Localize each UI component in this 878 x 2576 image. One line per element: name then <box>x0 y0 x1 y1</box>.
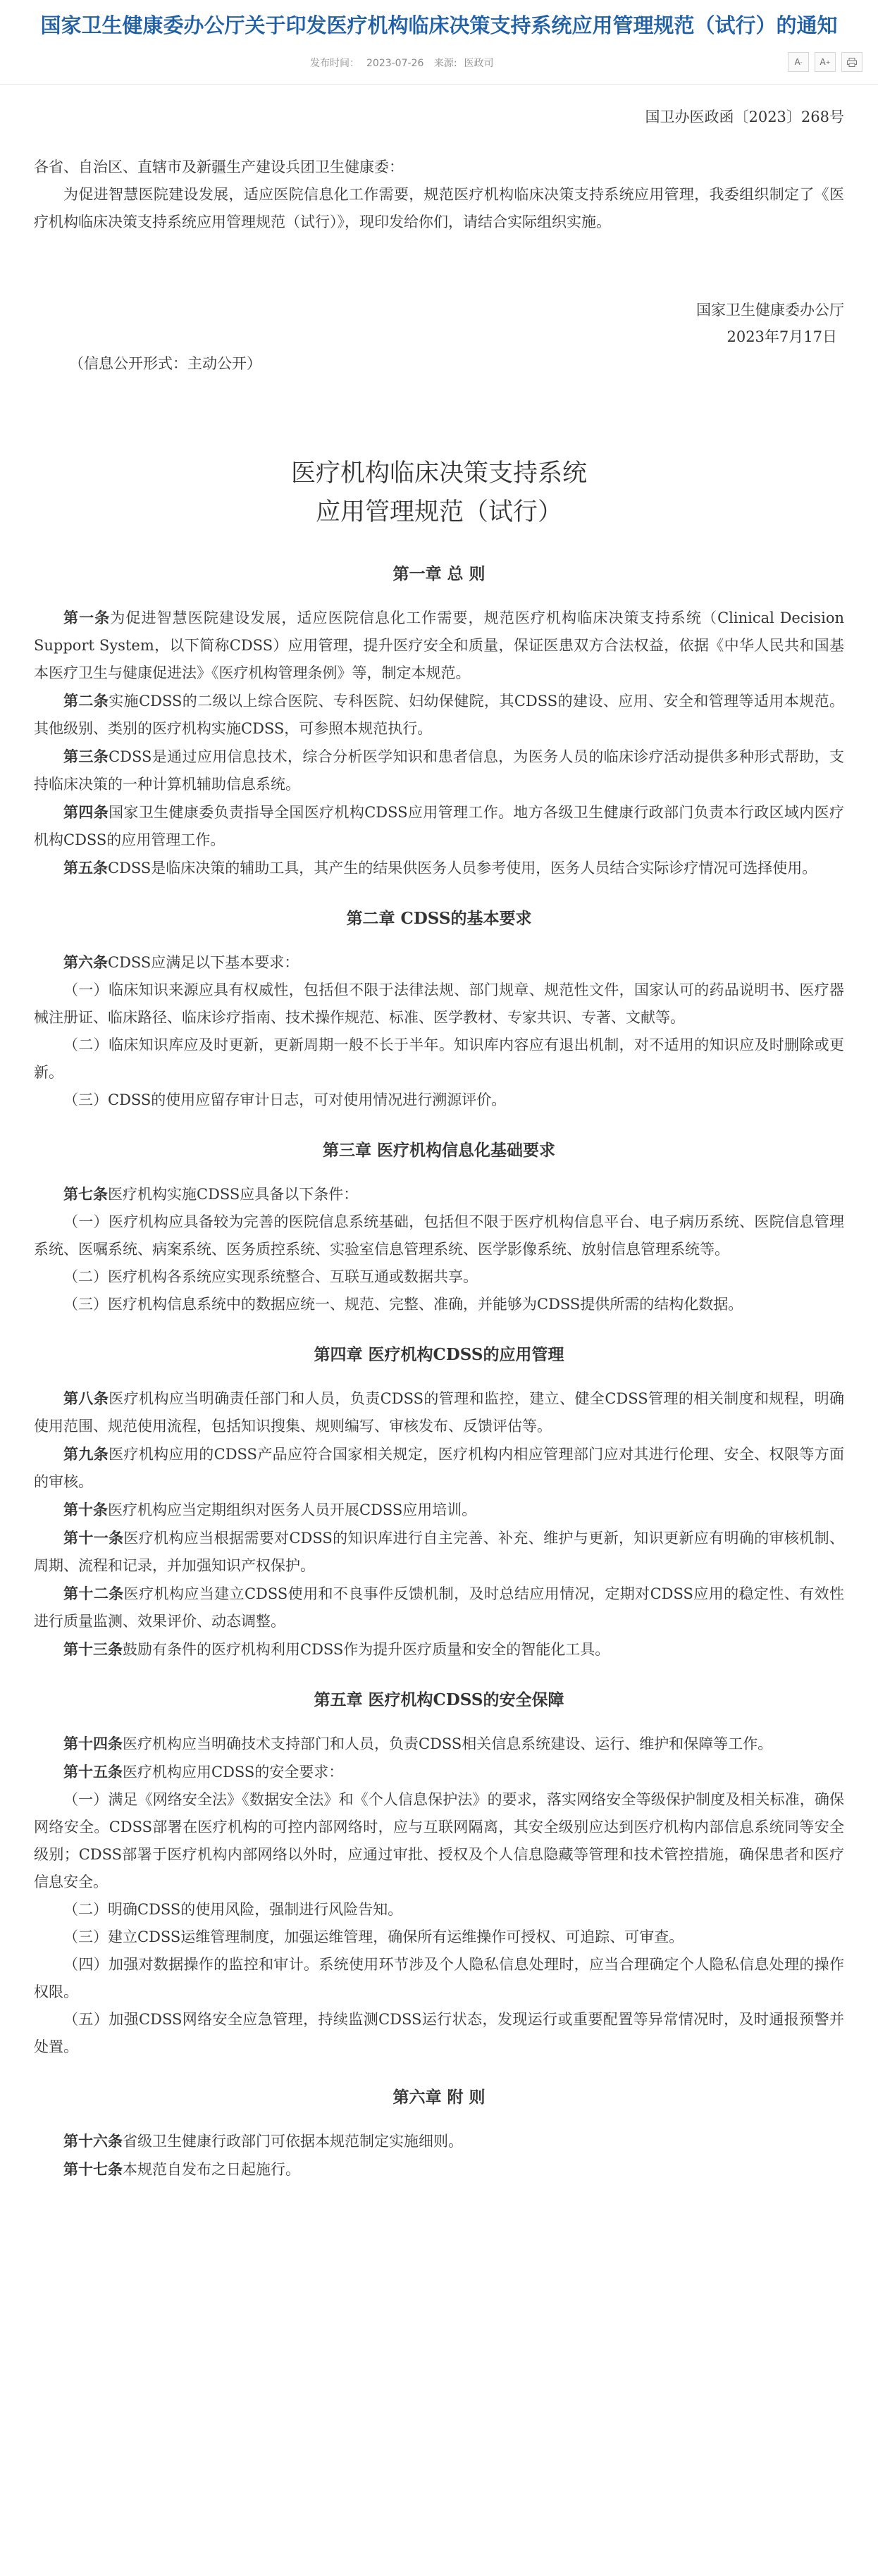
chapter-heading: 第一章 总 则 <box>392 564 486 583</box>
document-title-line2: 应用管理规范（试行） <box>315 498 562 526</box>
publish-date: 2023-07-26 <box>366 58 424 69</box>
article-paragraph <box>34 1208 844 1263</box>
article-title: 国家卫生健康委办公厅关于印发医疗机构临床决策支持系统应用管理规范（试行）的通知 <box>40 13 838 37</box>
article-text: 医疗机构应当明确责任部门和人员，负责CDSS的管理和监控，建立、健全CDSS管理的相关制度和规程，明确使用范围、规范使用流程，包括知识搜集、规则编写、审核发布、反馈评估等。 <box>34 1390 845 1435</box>
article-text: 国家卫生健康委负责指导全国医疗机构CDSS应用管理工作。地方各级卫生健康行政部门负责本行政区域内医疗机构CDSS的应用管理工作。 <box>34 804 845 848</box>
article-text: 医疗机构应当建立CDSS使用和不良事件反馈机制，及时总结应用情况，定期对CDSS应用的稳定性、有效性进行质量监测、效果评价、动态调整。 <box>34 1585 844 1630</box>
article-paragraph <box>34 1896 844 1924</box>
chapter-heading: 第四章 医疗机构CDSS的应用管理 <box>314 1345 564 1364</box>
article-paragraph <box>34 798 844 854</box>
article-paragraph <box>34 1635 844 1664</box>
article-number: 第一条 <box>63 609 111 626</box>
article-text: （二）临床知识库应及时更新，更新周期一般不长于半年。知识库内容应有退出机制，对不适用的知识应及时删除或更新。 <box>34 1036 844 1081</box>
article-paragraph <box>34 1496 844 1524</box>
article-text: 医疗机构应用的CDSS产品应符合国家相关规定，医疗机构内相应管理部门应对其进行伦理、安全、权限等方面的审核。 <box>34 1446 845 1490</box>
article-number: 第十三条 <box>63 1640 123 1658</box>
article-text: （一）临床知识来源应具有权威性，包括但不限于法律法规、部门规章、规范性文件，国家认可的药品说明书、医疗器械注册证、临床路径、临床诊疗指南、技术操作规范、标准、医学教材、专家共识、专著、文献等。 <box>34 982 844 1026</box>
article-number: 第七条 <box>63 1185 108 1203</box>
article-text: （五）加强CDSS网络安全应急管理，持续监测CDSS运行状态，发现运行或重要配置等异常情况时，及时通报预警并处置。 <box>34 2011 844 2055</box>
article-paragraph <box>34 1786 844 1896</box>
article-number: 第十一条 <box>63 1529 124 1547</box>
article-paragraph <box>34 1032 844 1086</box>
article-text: CDSS是通过应用信息技术，综合分析医学知识和患者信息，为医务人员的临床诊疗活动提供多种形式帮助，支持临床决策的一种计算机辅助信息系统。 <box>34 748 845 793</box>
article-text: 医疗机构应用CDSS的安全要求： <box>123 1764 344 1781</box>
article-paragraph <box>34 1924 844 1951</box>
disclosure: （信息公开形式：主动公开） <box>69 355 261 372</box>
article-paragraph <box>34 1951 844 2006</box>
font-increase-button[interactable]: A + <box>815 52 836 72</box>
source: 医政司 <box>464 58 494 69</box>
source-label: 来源: <box>433 58 457 69</box>
article-number: 第九条 <box>63 1445 109 1463</box>
addressee: 各省、自治区、直辖市及新疆生产建设兵团卫生健康委： <box>34 159 404 175</box>
article-number: 第十条 <box>63 1501 108 1518</box>
article-number: 第五条 <box>63 859 108 877</box>
article-number: 第十六条 <box>63 2132 123 2150</box>
chapter-heading: 第三章 医疗机构信息化基础要求 <box>322 1141 555 1160</box>
article-number: 第十二条 <box>63 1585 124 1602</box>
article-number: 第六条 <box>63 953 108 971</box>
print-icon <box>847 58 857 67</box>
article-paragraph <box>34 1580 844 1635</box>
article-text: 实施CDSS的二级以上综合医院、专科医院、妇幼保健院，其CDSS的建设、应用、安全和管理等适用本规范。其他级别、类别的医疗机构实施CDSS，可参照本规范执行。 <box>34 693 845 737</box>
article-number: 第十五条 <box>63 1763 123 1781</box>
article-number: 第四条 <box>63 803 109 821</box>
article-paragraph <box>34 2127 844 2155</box>
article-number: 第二条 <box>63 692 109 710</box>
article-paragraph <box>34 1086 844 1114</box>
article-paragraph <box>34 1291 844 1318</box>
chapters <box>34 560 844 2184</box>
article-number: 第三条 <box>63 748 109 765</box>
article-paragraph <box>34 1730 844 1758</box>
article-meta <box>310 56 501 70</box>
article-text: 医疗机构应当根据需要对CDSS的知识库进行自主完善、补充、维护与更新，知识更新应有明确的审核机制、周期、流程和记录，并加强知识产权保护。 <box>34 1530 845 1574</box>
document-number: 国卫办医政函〔2023〕268号 <box>645 109 844 125</box>
article-paragraph <box>34 948 844 977</box>
article-paragraph <box>34 977 844 1032</box>
article-number: 第十七条 <box>63 2160 123 2178</box>
article-text: （一）满足《网络安全法》《数据安全法》和《个人信息保护法》的要求，落实网络安全等级保护制度及相关标准，确保网络安全。CDSS部署在医疗机构的可控内部网络时，应与互联网隔离，其安全级别应达到医疗机构内部信息系统同等安全级别；CDSS部署于医疗机构内部网络以外时，应通过审批、授权及个人信息隐藏等管理和技术管控措施，确保患者和医疗信息安全。 <box>34 1791 844 1890</box>
article-text: （二）医疗机构各系统应实现系统整合、互联互通或数据共享。 <box>63 1268 478 1285</box>
article-text: （四）加强对数据操作的监控和审计。系统使用环节涉及个人隐私信息处理时，应当合理确定个人隐私信息处理的操作权限。 <box>34 1956 844 2000</box>
document-title-line1: 医疗机构临床决策支持系统 <box>290 459 587 488</box>
article-paragraph <box>34 1758 844 1786</box>
article-paragraph <box>34 2155 844 2184</box>
document-title <box>34 454 844 532</box>
chapter-heading: 第二章 CDSS的基本要求 <box>346 909 532 928</box>
article-paragraph <box>34 1263 844 1291</box>
article-number: 第八条 <box>63 1389 109 1407</box>
chapter-heading: 第六章 附 则 <box>392 2088 486 2107</box>
article-header <box>0 0 878 85</box>
font-decrease-button[interactable]: A - <box>788 52 809 72</box>
article-paragraph <box>34 743 844 798</box>
article-paragraph <box>34 604 844 687</box>
article-text: （三）医疗机构信息系统中的数据应统一、规范、完整、准确，并能够为CDSS提供所需的结构化数据。 <box>63 1296 743 1313</box>
article-paragraph <box>34 687 844 743</box>
sign-date: 2023年7月17日 <box>726 328 837 345</box>
article-paragraph <box>34 1440 844 1496</box>
article-text: CDSS应满足以下基本要求： <box>108 954 299 971</box>
article-text: （三）建立CDSS运维管理制度，加强运维管理，确保所有运维操作可授权、可追踪、可审查。 <box>63 1928 684 1945</box>
article-text: 为促进智慧医院建设发展，适应医院信息化工作需要，规范医疗机构临床决策支持系统（Clinical Decision Support System，以下简称CDSS）应用管理，提升医疗安全和质量，保证医患双方合法权益，依据《中华人民共和国基本医疗卫生与健康促进法》《医疗机构管理条例》等，制定本规范。 <box>34 609 844 681</box>
article-text: 省级卫生健康行政部门可依据本规范制定实施细则。 <box>123 2133 463 2150</box>
article-text: （一）医疗机构应具备较为完善的医院信息系统基础，包括但不限于医疗机构信息平台、电子病历系统、医院信息管理系统、医嘱系统、病案系统、医务质控系统、实验室信息管理系统、医学影像系统、放射信息管理系统等。 <box>34 1213 844 1258</box>
article-paragraph <box>34 1385 844 1440</box>
notice-body: 为促进智慧医院建设发展，适应医院信息化工作需要，规范医疗机构临床决策支持系统应用管理，我委组织制定了《医疗机构临床决策支持系统应用管理规范（试行）》，现印发给你们，请结合实际组织实施。 <box>34 186 844 230</box>
article-text: 本规范自发布之日起施行。 <box>123 2161 300 2178</box>
article-paragraph <box>34 2006 844 2061</box>
article-body <box>0 106 878 2184</box>
article-paragraph <box>34 1180 844 1208</box>
article-text: （三）CDSS的使用应留存审计日志，可对使用情况进行溯源评价。 <box>63 1091 507 1108</box>
signer: 国家卫生健康委办公厅 <box>696 302 844 318</box>
article-text: （二）明确CDSS的使用风险，强制进行风险告知。 <box>63 1901 403 1918</box>
article-paragraph <box>34 854 844 882</box>
article-text: CDSS是临床决策的辅助工具，其产生的结果供医务人员参考使用，医务人员结合实际诊疗情况可选择使用。 <box>108 860 817 877</box>
publish-label: 发布时间： <box>310 58 359 69</box>
article-text: 医疗机构应当定期组织对医务人员开展CDSS应用培训。 <box>108 1501 477 1518</box>
article-text: 医疗机构实施CDSS应具备以下条件： <box>108 1186 359 1203</box>
article-text: 医疗机构应当明确技术支持部门和人员，负责CDSS相关信息系统建设、运行、维护和保障等工作。 <box>123 1735 773 1752</box>
font-tools <box>788 52 862 72</box>
article-text: 鼓励有条件的医疗机构利用CDSS作为提升医疗质量和安全的智能化工具。 <box>123 1641 610 1658</box>
article-paragraph <box>34 1524 844 1580</box>
print-button[interactable] <box>841 52 862 72</box>
article-number: 第十四条 <box>63 1735 123 1752</box>
chapter-heading: 第五章 医疗机构CDSS的安全保障 <box>314 1690 564 1709</box>
